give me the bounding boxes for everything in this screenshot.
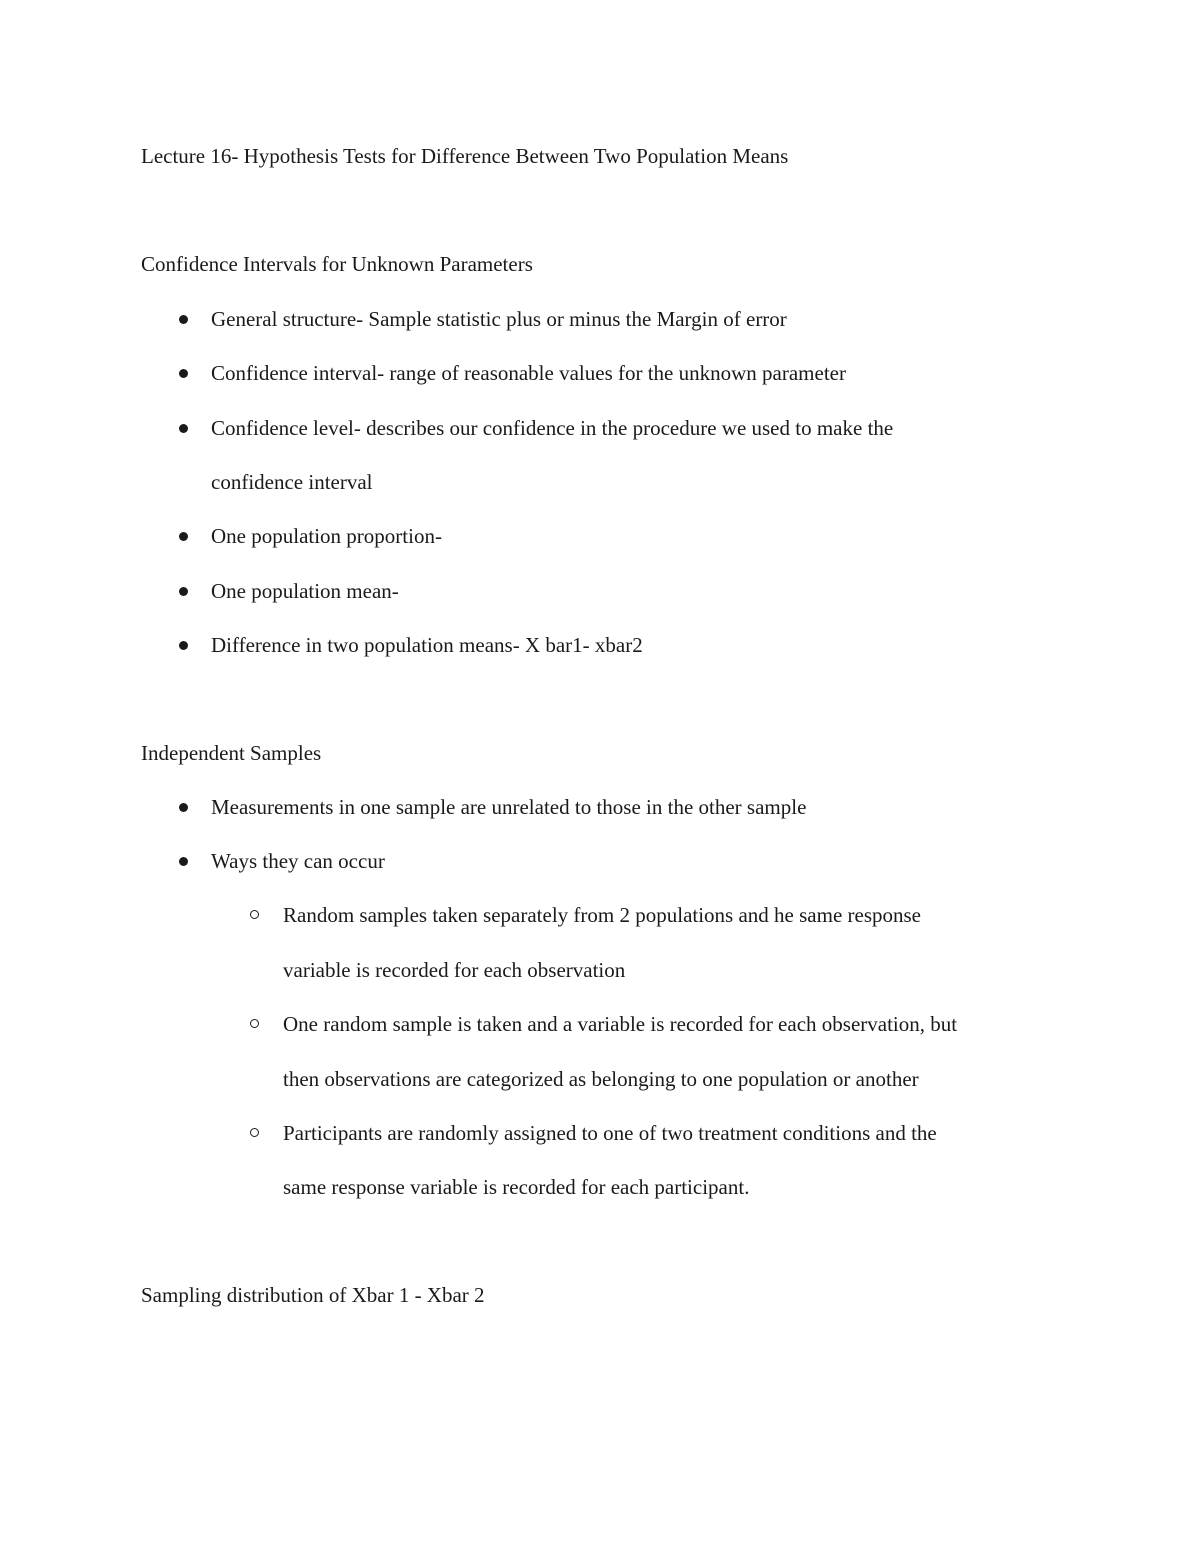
- bullet-dot-icon: [179, 803, 188, 812]
- sub-list-item-continuation: same response variable is recorded for each participant.: [283, 1175, 750, 1199]
- list-item: Confidence level- describes our confidence in the procedure we used to make the: [211, 416, 894, 440]
- section-heading-confidence-intervals: Confidence Intervals for Unknown Parameters: [141, 252, 533, 276]
- bullet-circle-icon: [250, 1019, 259, 1028]
- list-item: One population proportion-: [211, 524, 442, 548]
- sub-list-item-continuation: variable is recorded for each observation: [283, 958, 626, 982]
- page-title: Lecture 16- Hypothesis Tests for Difference Between Two Population Means: [141, 144, 789, 168]
- sub-list-item: One random sample is taken and a variable is recorded for each observation, but: [283, 1012, 958, 1036]
- bullet-dot-icon: [179, 369, 188, 378]
- list-item: General structure- Sample statistic plus or minus the Margin of error: [211, 307, 787, 331]
- list-item: Difference in two population means- X bar1- xbar2: [211, 633, 643, 657]
- section-heading-independent-samples: Independent Samples: [141, 741, 322, 765]
- list-item: Ways they can occur: [211, 849, 385, 873]
- sub-list-item-continuation: then observations are categorized as belonging to one population or another: [283, 1067, 919, 1091]
- bullet-circle-icon: [250, 1128, 259, 1137]
- bullet-circle-icon: [250, 910, 259, 919]
- sub-list-item: Random samples taken separately from 2 populations and he same response: [283, 903, 921, 927]
- list-item: Confidence interval- range of reasonable values for the unknown parameter: [211, 361, 846, 385]
- bullet-dot-icon: [179, 315, 188, 324]
- bullet-dot-icon: [179, 857, 188, 866]
- list-item: One population mean-: [211, 579, 399, 603]
- bullet-dot-icon: [179, 424, 188, 433]
- bullet-dot-icon: [179, 532, 188, 541]
- bullet-dot-icon: [179, 587, 188, 596]
- sub-list-item: Participants are randomly assigned to one of two treatment conditions and the: [283, 1121, 937, 1145]
- list-item: Measurements in one sample are unrelated to those in the other sample: [211, 795, 807, 819]
- list-item-continuation: confidence interval: [211, 470, 373, 494]
- section-heading-sampling-distribution: Sampling distribution of Xbar 1 - Xbar 2: [141, 1283, 485, 1307]
- bullet-dot-icon: [179, 641, 188, 650]
